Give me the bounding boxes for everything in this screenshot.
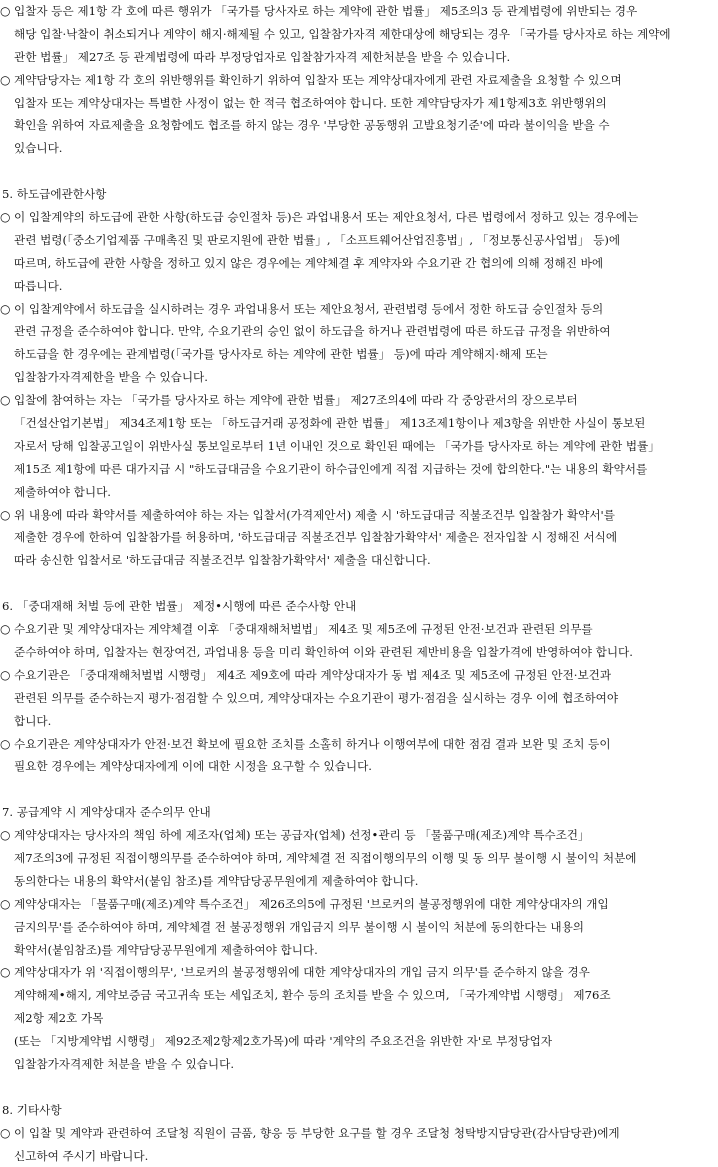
list-item-text	[14, 0, 718, 69]
bullet-icon: ○	[0, 965, 11, 980]
bullet-icon: ○	[0, 1125, 11, 1140]
text-line: 수요기관은 「중대재해처벌법 시행령」 제4조 제9호에 따라 계약상대자가 동 법 제4조 및 제5조에 규정된 안전·보건과	[14, 667, 612, 682]
blank-line	[0, 1076, 718, 1099]
text-line: 계약담당자는 제1항 각 호의 위반행위를 확인하기 위하여 입찰자 또는 계약상대자에게 관련 자료제출을 요청할 수 있으며	[14, 72, 622, 87]
list-item-text	[14, 69, 718, 161]
list-item	[0, 961, 718, 1075]
text-line: 관한 법률」 제27조 등 관계법령에 따라 부정당업자로 입찰참가자격 제한처분을 받을 수 있습니다.	[14, 49, 511, 64]
text-line: (또는 「지방계약법 시행령」 제92조제2항제2호가목)에 따라 '계약의 주요조건을 위반한 자'로 부정당업자	[14, 1034, 553, 1049]
text-line: 동의한다는 내용의 확약서(붙임 참조)를 계약담당공무원에게 제출하여야 합니다.	[14, 873, 419, 888]
text-line: 합니다.	[14, 713, 52, 728]
text-line: 이 입찰 및 계약과 관련하여 조달청 직원이 금품, 향응 등 부당한 요구를 할 경우 조달청 청탁방지담당관(감사담당관)에게	[14, 1125, 620, 1140]
text-line: 해당 입찰·낙찰이 취소되거나 계약이 해지·해제될 수 있고, 입찰참가자격 제한대상에 해당되는 경우 「국가를 당사자로 하는 계약에	[14, 26, 671, 41]
section-heading: 8. 기타사항	[2, 1102, 62, 1117]
section-heading: 7. 공급계약 시 계약상대자 준수의무 안내	[2, 805, 211, 820]
bullet-icon: ○	[0, 622, 11, 637]
text-line: 관련 규정을 준수하여야 합니다. 만약, 수요기관의 승인 없이 하도급을 하거나 관련법령에 따른 하도급 규정을 위반하여	[14, 324, 611, 339]
text-line: 수요기관은 계약상대자가 안전·보건 확보에 필요한 조치를 소홀히 하거나 이행여부에 대한 점검 결과 보완 및 조치 등이	[14, 736, 611, 751]
text-line: 입찰자 또는 계약상대자는 특별한 사정이 없는 한 적극 협조하여야 합니다. 또한 계약담당자가 제1항제3호 위반행위의	[14, 95, 607, 110]
list-item-text	[14, 961, 718, 1075]
blank-line	[0, 572, 718, 595]
text-line: 하도급을 한 경우에는 관계법령(「국가를 당사자로 하는 계약에 관한 법률」 등)에 따라 계약해지·해제 또는	[14, 347, 548, 362]
list-item	[0, 389, 718, 503]
text-line: 제7조의3에 규정된 직접이행의무를 준수하여야 하며, 계약체결 전 직접이행의무의 이행 및 동 의무 불이행 시 불이익 처분에	[14, 850, 637, 865]
text-line: 확약서(붙임참조)를 계약담당공무원에게 제출하여야 합니다.	[14, 942, 318, 957]
section-heading: 6. 「중대재해 처벌 등에 관한 법률」 제정•시행에 따른 준수사항 안내	[2, 599, 357, 614]
list-item	[0, 664, 718, 733]
list-item	[0, 69, 718, 161]
list-item-text	[14, 824, 718, 893]
text-line: 있습니다.	[14, 141, 63, 156]
bullet-icon: ○	[0, 828, 11, 843]
text-line: 입찰에 참여하는 자는 「국가를 당사자로 하는 계약에 관한 법률」 제27조의4에 따라 각 중앙관서의 장으로부터	[14, 393, 578, 408]
bullet-icon: ○	[0, 667, 11, 682]
bullet-icon: ○	[0, 210, 11, 225]
bullet-icon: ○	[0, 393, 11, 408]
list-item-text	[14, 1122, 718, 1167]
bullet-icon: ○	[0, 736, 11, 751]
text-line: 수요기관 및 계약상대자는 계약체결 이후 「중대재해처벌법」 제4조 및 제5조에 규정된 안전·보건과 관련된 의무를	[14, 622, 593, 637]
text-line: 제15조 제1항에 따른 대가지급 시 "하도급대금을 수요기관이 하수급인에게 직접 지급하는 것에 합의한다."는 내용의 확약서를	[14, 461, 648, 476]
text-line: 계약상대자는 당사자의 책임 하에 제조자(업체) 또는 공급자(업체) 선정•관리 등 「물품구매(제조)계약 특수조건」	[14, 828, 590, 843]
text-line: 관련 법령(「중소기업제품 구매촉진 및 판로지원에 관한 법률」, 「소프트웨어산업진흥법」, 「정보통신공사업법」 등)에	[14, 232, 621, 247]
list-item	[0, 504, 718, 573]
text-line: 제출한 경우에 한하여 입찰참가를 허용하며, '하도급대금 직불조건부 입찰참가확약서' 제출은 전자입찰 시 정해진 서식에	[14, 530, 618, 545]
list-item	[0, 0, 718, 69]
text-line: 계약상대자는 「물품구매(제조)계약 특수조건」 제26조의5에 규정된 '브로커의 불공정행위에 대한 계약상대자의 개입	[14, 896, 609, 911]
text-line: 따릅니다.	[14, 278, 63, 293]
list-item	[0, 733, 718, 779]
list-item	[0, 298, 718, 390]
bullet-icon: ○	[0, 72, 11, 87]
blank-line	[0, 160, 718, 183]
list-item-text	[14, 618, 718, 664]
text-line: 입찰참가자격제한을 받을 수 있습니다.	[14, 370, 208, 385]
list-item-text	[14, 893, 718, 962]
text-line: 따라 송신한 입찰서로 '하도급대금 직불조건부 입찰참가확약서' 제출을 대신합니다.	[14, 553, 431, 568]
text-line: 확인을 위하여 자료제출을 요청함에도 협조를 하지 않는 경우 '부당한 공동행위 고발요청기준'에 따라 불이익을 받을 수	[14, 118, 610, 133]
list-item-text	[14, 664, 718, 733]
list-item	[0, 618, 718, 664]
list-item	[0, 824, 718, 893]
text-line: 준수하여야 하며, 입찰자는 현장여건, 과업내용 등을 미리 확인하여 이와 관련된 제반비용을 입찰가격에 반영하여야 합니다.	[14, 644, 633, 659]
blank-line	[0, 778, 718, 801]
list-item-text	[14, 733, 718, 779]
text-line: 신고하여 주시기 바랍니다.	[14, 1148, 149, 1163]
list-item-text	[14, 206, 718, 298]
list-item	[0, 1122, 718, 1167]
text-line: 관련된 의무를 준수하는지 평가·점검할 수 있으며, 계약상대자는 수요기관이 평가·점검을 실시하는 경우 이에 협조하여야	[14, 690, 619, 705]
text-line: 필요한 경우에는 계약상대자에게 이에 대한 시정을 요구할 수 있습니다.	[14, 759, 372, 774]
text-line: 이 입찰계약에서 하도급을 실시하려는 경우 과업내용서 또는 제안요청서, 관련법령 등에서 정한 하도급 승인절차 등의	[14, 301, 604, 316]
list-item	[0, 893, 718, 962]
bullet-icon: ○	[0, 896, 11, 911]
text-line: 제2항 제2호 가목	[14, 1011, 104, 1026]
text-line: 따르며, 하도급에 관한 사항을 정하고 있지 않은 경우에는 계약체결 후 계약자와 수요기관 간 협의에 의해 정해진 바에	[14, 255, 604, 270]
bullet-icon: ○	[0, 4, 11, 18]
text-line: 금지의무'를 준수하여야 하며, 계약체결 전 불공정행위 개입금지 의무 불이행 시 불이익 처분에 동의한다는 내용의	[14, 919, 584, 934]
text-line: 자로서 당해 입찰공고일이 위반사실 통보일로부터 1년 이내인 것으로 확인된 때에는 「국가를 당사자로 하는 계약에 관한 법률」	[14, 438, 660, 453]
list-item-text	[14, 504, 718, 573]
list-item-text	[14, 389, 718, 503]
text-line: 「건설산업기본법」 제34조제1항 또는 「하도급거래 공정화에 관한 법률」 제13조제1항이나 제3항을 위반한 사실이 통보된	[14, 416, 646, 431]
text-line: 위 내용에 따라 확약서를 제출하여야 하는 자는 입찰서(가격제안서) 제출 시 '하도급대금 직불조건부 입찰참가 확약서'를	[14, 507, 615, 522]
text-line: 입찰자 등은 제1항 각 호에 따른 행위가 「국가를 당사자로 하는 계약에 관한 법률」 제5조의3 등 관계법령에 위반되는 경우	[14, 4, 638, 18]
text-line: 입찰참가자격제한 처분을 받을 수 있습니다.	[14, 1056, 235, 1071]
section-heading: 5. 하도급에관한사항	[2, 187, 107, 202]
bullet-icon: ○	[0, 301, 11, 316]
text-line: 제출하여야 합니다.	[14, 484, 111, 499]
text-line: 계약해제•해지, 계약보증금 국고귀속 또는 세입조치, 환수 등의 조치를 받을 수 있으며, 「국가계약법 시행령」 제76조	[14, 988, 611, 1003]
text-line: 이 입찰계약의 하도급에 관한 사항(하도급 승인절차 등)은 과업내용서 또는 제안요청서, 다른 법령에서 정하고 있는 경우에는	[14, 210, 639, 225]
list-item	[0, 206, 718, 298]
list-item-text	[14, 298, 718, 390]
text-line: 계약상대자가 위 '직접이행의무', '브로커의 불공정행위에 대한 계약상대자의 개입 금지 의무'를 준수하지 않을 경우	[14, 965, 590, 980]
bullet-icon: ○	[0, 507, 11, 522]
